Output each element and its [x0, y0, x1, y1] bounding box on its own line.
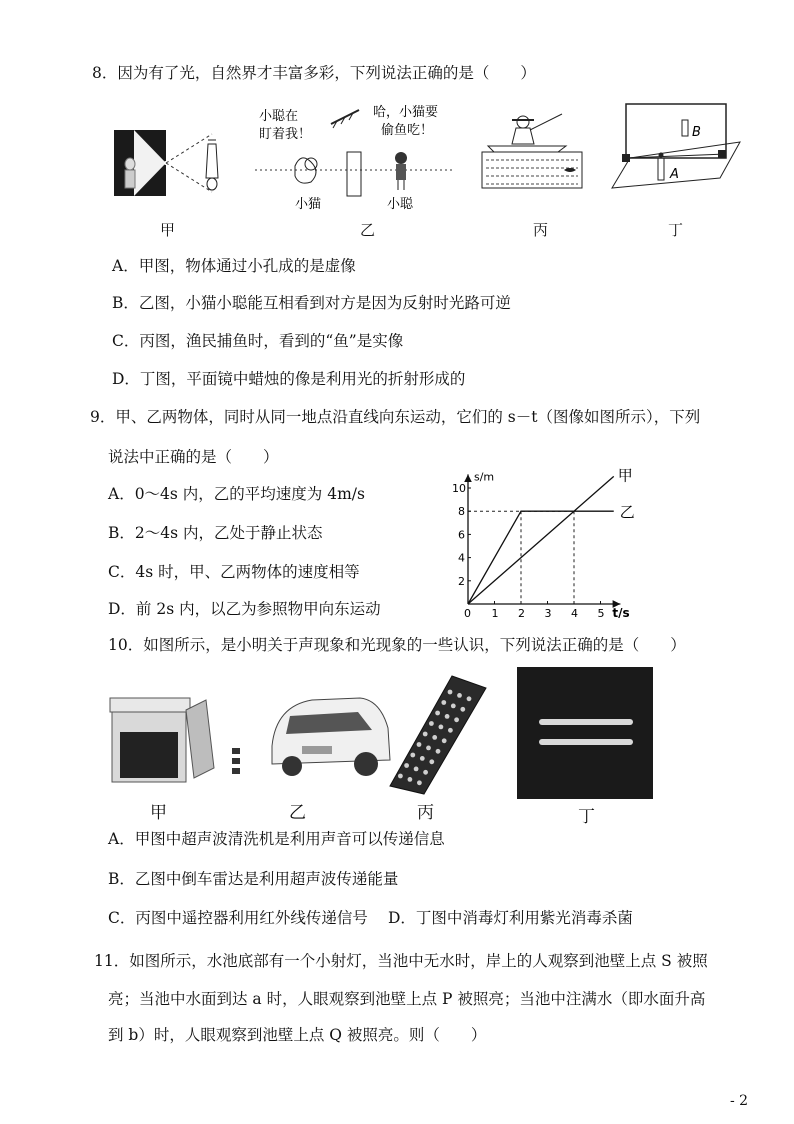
- q9-stem-line1: 9．甲、乙两物体，同时从同一地点沿直线向东运动，它们的 s－t（图像如图所示），下列: [90, 408, 701, 426]
- q10-option-a: A．甲图中超声波清洗机是利用声音可以传递信息: [108, 830, 445, 848]
- remote-button: [417, 780, 422, 785]
- q8-figure-ding: [608, 100, 743, 200]
- remote-button: [460, 707, 465, 712]
- remote-button: [432, 735, 437, 740]
- remote-button: [426, 746, 431, 751]
- q10-figure-jia: [106, 692, 256, 788]
- remote-button: [441, 700, 446, 705]
- q10-figure-yi: [262, 686, 394, 786]
- q10-option-b: B．乙图中倒车雷达是利用超声波传递能量: [108, 870, 399, 888]
- series-label-yi: 乙: [619, 503, 635, 522]
- x-tick-label: 1: [491, 607, 499, 618]
- q10-caption-bing: 丙: [417, 803, 434, 823]
- q8-option-b: B．乙图，小猫小聪能互相看到对方是因为反射时光路可逆: [112, 294, 511, 312]
- series-label-jia: 甲: [617, 466, 633, 485]
- remote-button: [398, 774, 403, 779]
- q8-option-a: A．甲图，物体通过小孔成的是虚像: [112, 257, 356, 275]
- remote-button: [414, 767, 419, 772]
- q8-option-d: D．丁图，平面镜中蜡烛的像是利用光的折射形成的: [112, 370, 466, 388]
- x-tick-label: 2: [518, 607, 525, 618]
- q9-option-c: C．4s 时，甲、乙两物体的速度相等: [108, 563, 360, 581]
- y-tick-label: 2: [458, 574, 465, 588]
- q10-caption-ding: 丁: [578, 807, 595, 827]
- q9-option-a: A．0～4s 内，乙的平均速度为 4m/s: [108, 485, 365, 503]
- q9-stem-line2: 说法中正确的是（ ）: [108, 448, 279, 466]
- q8-option-c: C．丙图，渔民捕鱼时，看到的“鱼”是实像: [112, 332, 404, 350]
- remote-button: [436, 749, 441, 754]
- x-tick-label: 3: [544, 607, 552, 618]
- remote-button: [420, 756, 425, 761]
- remote-button: [451, 704, 456, 709]
- q8-caption-jia: 甲: [160, 221, 176, 239]
- remote-button: [442, 738, 447, 743]
- y-tick-label: 4: [458, 551, 465, 565]
- q10-caption-yi: 乙: [289, 803, 306, 823]
- page-number: - 2: [730, 1093, 749, 1109]
- q8-stem: 8．因为有了光，自然界才丰富多彩，下列说法正确的是（ ）: [92, 64, 536, 82]
- remote-button: [439, 725, 444, 730]
- remote-button: [417, 742, 422, 747]
- bubble-right-line1: 哈，小猫要: [373, 105, 439, 120]
- remote-button: [448, 728, 453, 733]
- label-cat: 小猫: [295, 197, 322, 212]
- remote-button: [457, 693, 462, 698]
- label-A: A: [670, 167, 679, 182]
- remote-button: [423, 732, 428, 737]
- remote-button: [448, 690, 453, 695]
- remote-button: [435, 711, 440, 716]
- remote-button: [454, 717, 459, 722]
- q8-caption-ding: 丁: [668, 221, 684, 239]
- x-axis-label: t/s: [612, 606, 630, 618]
- remote-button: [429, 721, 434, 726]
- y-tick-label: 10: [452, 482, 466, 495]
- remote-button: [404, 763, 409, 768]
- q10-caption-jia: 甲: [150, 803, 167, 823]
- q8-caption-bing: 丙: [533, 221, 549, 239]
- remote-button: [408, 777, 413, 782]
- q10-stem: 10．如图所示，是小明关于声现象和光现象的一些认识，下列说法正确的是（ ）: [108, 636, 686, 654]
- remote-button: [410, 753, 415, 758]
- x-tick-label: 0: [464, 607, 471, 618]
- q9-option-d: D．前 2s 内，以乙为参照物甲向东运动: [108, 600, 381, 618]
- bubble-left-line2: 盯着我！: [259, 127, 312, 142]
- remote-button: [429, 759, 434, 764]
- x-tick-label: 4: [571, 607, 578, 618]
- bubble-right-line2: 偷鱼吃！: [381, 123, 434, 138]
- series-line-jia: [468, 476, 614, 604]
- x-tick-label: 5: [597, 607, 605, 618]
- q11-line1: 11．如图所示，水池底部有一个小射灯，当池中无水时，岸上的人观察到池壁上点 S 被照: [94, 952, 708, 970]
- q10-option-d: D．丁图中消毒灯利用紫光消毒杀菌: [388, 909, 633, 927]
- y-tick-label: 8: [458, 505, 465, 519]
- q11-line3: 到 b）时，人眼观察到池壁上点 Q 被照亮。则（ ）: [108, 1026, 487, 1044]
- q8-figure-jia: [112, 120, 242, 200]
- q10-figure-bing: [382, 672, 492, 796]
- y-tick-label: 6: [458, 528, 465, 542]
- label-boy: 小聪: [387, 197, 414, 212]
- q10-figure-ding: [517, 667, 653, 799]
- bubble-left-line1: 小聪在: [259, 109, 299, 124]
- remote-button: [445, 714, 450, 719]
- q11-line2: 亮；当池中水面到达 a 时，人眼观察到池壁上点 P 被照亮；当池中注满水（即水面升高: [108, 990, 706, 1008]
- remote-button: [467, 696, 472, 701]
- q8-figure-yi: [255, 104, 465, 214]
- st-chart: [440, 458, 660, 618]
- q8-caption-yi: 乙: [360, 221, 376, 239]
- y-axis-label: s/m: [474, 470, 495, 484]
- q10-option-c: C．丙图中遥控器利用红外线传递信号: [108, 909, 368, 927]
- q8-figure-bing: [478, 112, 588, 192]
- remote-button: [423, 770, 428, 775]
- q9-option-b: B．2～4s 内，乙处于静止状态: [108, 524, 323, 542]
- series-line-yi: [468, 511, 614, 604]
- label-B: B: [692, 125, 701, 140]
